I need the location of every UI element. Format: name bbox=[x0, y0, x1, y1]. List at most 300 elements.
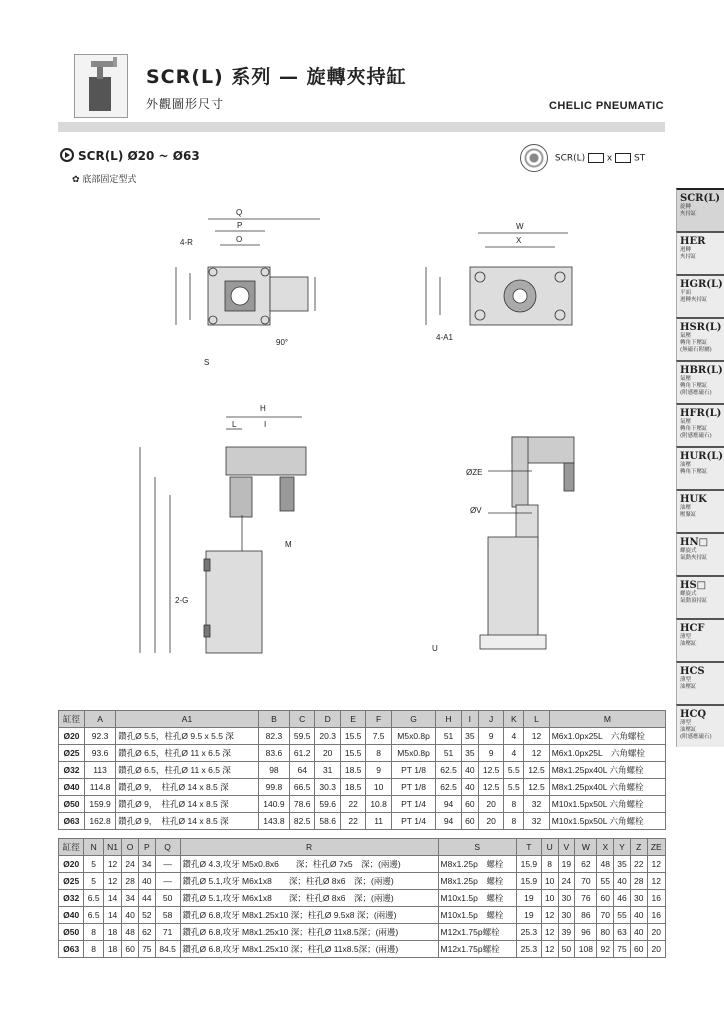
svg-text:H: H bbox=[260, 404, 266, 413]
table-cell: 12 bbox=[541, 924, 558, 941]
sidebar-item-code: HGR(L) bbox=[680, 279, 723, 290]
sidebar-item[interactable] bbox=[676, 661, 724, 704]
table-cell: 6.5 bbox=[84, 890, 103, 907]
table-cell: 25.3 bbox=[516, 924, 541, 941]
table-cell: Ø25 bbox=[59, 745, 85, 762]
table-cell: 11 bbox=[366, 813, 391, 830]
table-row bbox=[59, 813, 666, 830]
column-header: Q bbox=[155, 839, 180, 856]
table-header-row bbox=[59, 711, 666, 728]
mount-type-text: 底部固定型式 bbox=[82, 175, 137, 185]
table-cell: 24 bbox=[558, 873, 575, 890]
table-cell: 92.3 bbox=[85, 728, 116, 745]
column-header: S bbox=[438, 839, 516, 856]
sidebar-item-desc: 氣壓 轉角下壓缸 (附感應磁石) bbox=[680, 419, 712, 439]
side-view-right-labels bbox=[432, 468, 482, 653]
sidebar-item-desc: 油壓 壓緊缸 bbox=[680, 505, 697, 518]
table-cell: 70 bbox=[597, 907, 614, 924]
table-cell: 159.9 bbox=[85, 796, 116, 813]
table-cell: 鑽孔Ø 6.5，柱孔Ø 11 x 6.5 深 bbox=[116, 745, 259, 762]
column-header: 缸徑 bbox=[59, 711, 85, 728]
table-cell: 60 bbox=[597, 890, 614, 907]
table-cell: M6x1.0px25L 六角螺栓 bbox=[549, 728, 665, 745]
table-cell: 143.8 bbox=[258, 813, 289, 830]
sidebar-item-desc: 氣壓 轉角下壓缸 (附感應磁石) bbox=[680, 376, 712, 396]
table-cell: M8x1.25p 螺栓 bbox=[438, 856, 516, 873]
table-cell: 48 bbox=[122, 924, 139, 941]
svg-text:ØV: ØV bbox=[470, 506, 482, 515]
column-header: E bbox=[340, 711, 365, 728]
svg-text:P: P bbox=[237, 221, 243, 230]
table-cell: 16 bbox=[647, 907, 665, 924]
table-cell: — bbox=[155, 856, 180, 873]
table-cell: 8 bbox=[84, 924, 103, 941]
sidebar-item[interactable] bbox=[676, 317, 724, 360]
svg-text:W: W bbox=[516, 222, 524, 231]
table-cell: 52 bbox=[138, 907, 155, 924]
table-cell: 7.5 bbox=[366, 728, 391, 745]
svg-text:4-A1: 4-A1 bbox=[436, 333, 453, 342]
svg-text:L: L bbox=[232, 420, 237, 429]
table-cell: 鑽孔Ø 5.1,攻牙 M6x1x8 深；柱孔Ø 8x6 深；(兩邊) bbox=[180, 873, 438, 890]
table-cell: M8x1.25p 螺栓 bbox=[438, 873, 516, 890]
table-cell: 鑽孔Ø 4.3,攻牙 M5x0.8x6 深；柱孔Ø 7x5 深；(兩邊) bbox=[180, 856, 438, 873]
table-cell: 鑽孔Ø 5.5，柱孔Ø 9.5 x 5.5 深 bbox=[116, 728, 259, 745]
table-cell: 40 bbox=[461, 762, 478, 779]
table-row bbox=[59, 856, 666, 873]
column-header: P bbox=[138, 839, 155, 856]
table-cell: 4 bbox=[504, 728, 524, 745]
sidebar-item-desc: 薄型 油壓缸 bbox=[680, 634, 697, 647]
dimension-table-2 bbox=[58, 838, 666, 958]
table-cell: Ø50 bbox=[59, 924, 84, 941]
sidebar-item-desc: 薄型 油壓缸 bbox=[680, 677, 697, 690]
table-cell: 鑽孔Ø 6.5，柱孔Ø 11 x 6.5 深 bbox=[116, 762, 259, 779]
column-header: J bbox=[478, 711, 503, 728]
column-header: V bbox=[558, 839, 575, 856]
table-cell: 10 bbox=[366, 779, 391, 796]
svg-text:M: M bbox=[285, 540, 292, 549]
svg-text:I: I bbox=[264, 420, 267, 429]
sidebar-item-code: HS□ bbox=[680, 580, 707, 591]
table-cell: 58 bbox=[155, 907, 180, 924]
table-cell: 8 bbox=[541, 856, 558, 873]
top-view-right bbox=[426, 233, 572, 325]
product-thumbnail bbox=[74, 54, 128, 118]
sidebar-item-code: HCF bbox=[680, 623, 705, 634]
play-circle-icon bbox=[60, 148, 74, 162]
table-cell: 10.8 bbox=[366, 796, 391, 813]
sidebar-item[interactable] bbox=[676, 231, 724, 274]
sidebar-item[interactable] bbox=[676, 403, 724, 446]
header-divider bbox=[58, 122, 665, 132]
table-cell: 12.5 bbox=[478, 779, 503, 796]
table-cell: 59.5 bbox=[289, 728, 314, 745]
sidebar-item-desc: 迴轉 夾持缸 bbox=[680, 247, 697, 260]
table-cell: 8 bbox=[84, 941, 103, 958]
table-cell: 18.5 bbox=[340, 762, 365, 779]
table-cell: 5.5 bbox=[504, 779, 524, 796]
table-cell: 40 bbox=[122, 907, 139, 924]
sidebar-item-code: SCR(L) bbox=[680, 193, 720, 204]
table-cell: 鑽孔Ø 6.8,攻牙 M8x1.25x10 深；柱孔Ø 9.5x8 深；(兩邊) bbox=[180, 907, 438, 924]
table-cell: 4 bbox=[504, 745, 524, 762]
table-cell: Ø50 bbox=[59, 796, 85, 813]
table-cell: 22 bbox=[340, 813, 365, 830]
svg-text:ØZE: ØZE bbox=[466, 468, 483, 477]
table-cell: 86 bbox=[575, 907, 597, 924]
sidebar bbox=[676, 188, 724, 747]
table-cell: 鑽孔Ø 9， 柱孔Ø 14 x 8.5 深 bbox=[116, 813, 259, 830]
table-cell: 8 bbox=[504, 796, 524, 813]
table-cell: 80 bbox=[597, 924, 614, 941]
table-cell: 5.5 bbox=[504, 762, 524, 779]
model-code-prefix: SCR(L) bbox=[554, 153, 586, 164]
table-cell: 鑽孔Ø 9， 柱孔Ø 14 x 8.5 深 bbox=[116, 796, 259, 813]
table-cell: 9 bbox=[478, 745, 503, 762]
table-cell: 40 bbox=[630, 924, 647, 941]
table-cell: 40 bbox=[614, 873, 631, 890]
table-cell: 60 bbox=[122, 941, 139, 958]
table-row bbox=[59, 728, 666, 745]
table-cell: 10 bbox=[541, 890, 558, 907]
sidebar-item[interactable] bbox=[676, 704, 724, 747]
table-cell: 19 bbox=[558, 856, 575, 873]
table-cell: — bbox=[155, 873, 180, 890]
table-cell: 12 bbox=[524, 728, 549, 745]
table-cell: 12 bbox=[103, 856, 121, 873]
column-header: B bbox=[258, 711, 289, 728]
column-header: N bbox=[84, 839, 103, 856]
table-cell: 8 bbox=[366, 745, 391, 762]
svg-text:Q: Q bbox=[236, 208, 243, 217]
table-cell: 18.5 bbox=[340, 779, 365, 796]
table-cell: 19 bbox=[516, 890, 541, 907]
table-cell: 62.5 bbox=[436, 762, 461, 779]
table-cell: 20 bbox=[478, 813, 503, 830]
table-cell: 22 bbox=[340, 796, 365, 813]
table-cell: 63 bbox=[614, 924, 631, 941]
column-header: ZE bbox=[647, 839, 665, 856]
column-header: T bbox=[516, 839, 541, 856]
table-cell: 94 bbox=[436, 813, 461, 830]
table-cell: M5x0.8p bbox=[391, 728, 435, 745]
sidebar-item[interactable] bbox=[676, 360, 724, 403]
brand-name: CHELIC PNEUMATIC bbox=[549, 100, 664, 112]
table-cell: 30.3 bbox=[315, 779, 340, 796]
sidebar-item[interactable] bbox=[676, 446, 724, 489]
table-cell: 40 bbox=[138, 873, 155, 890]
table-cell: 61.2 bbox=[289, 745, 314, 762]
table-cell: 9 bbox=[366, 762, 391, 779]
table-cell: M8x1.25px40L 六角螺栓 bbox=[549, 779, 665, 796]
sidebar-item-desc: 薄型 油壓缸 (附感應磁石) bbox=[680, 720, 712, 740]
table-cell: 51 bbox=[436, 728, 461, 745]
sidebar-item[interactable] bbox=[676, 532, 724, 575]
table-row bbox=[59, 779, 666, 796]
table-cell: 113 bbox=[85, 762, 116, 779]
mount-type-label bbox=[72, 172, 136, 185]
table-cell: 16 bbox=[647, 890, 665, 907]
table-cell: 22 bbox=[630, 856, 647, 873]
table-cell: 15.9 bbox=[516, 873, 541, 890]
table-cell: PT 1/8 bbox=[391, 762, 435, 779]
table-cell: 39 bbox=[558, 924, 575, 941]
table-cell: 28 bbox=[630, 873, 647, 890]
table-cell: 24 bbox=[122, 856, 139, 873]
column-header: D bbox=[315, 711, 340, 728]
table-cell: 35 bbox=[614, 856, 631, 873]
column-header: K bbox=[504, 711, 524, 728]
column-header: U bbox=[541, 839, 558, 856]
table-cell: 64 bbox=[289, 762, 314, 779]
table-cell: 鑽孔Ø 5.1,攻牙 M6x1x8 深；柱孔Ø 8x6 深；(兩邊) bbox=[180, 890, 438, 907]
table-cell: 60 bbox=[630, 941, 647, 958]
table-cell: 75 bbox=[614, 941, 631, 958]
column-header: X bbox=[597, 839, 614, 856]
table-cell: 20 bbox=[647, 941, 665, 958]
column-header: R bbox=[180, 839, 438, 856]
table-cell: 94 bbox=[436, 796, 461, 813]
table-cell: 19 bbox=[516, 907, 541, 924]
table-cell: 8 bbox=[504, 813, 524, 830]
table-cell: 30 bbox=[558, 907, 575, 924]
table-cell: Ø32 bbox=[59, 890, 84, 907]
table-cell: 20 bbox=[647, 924, 665, 941]
side-view-right bbox=[480, 437, 574, 649]
sidebar-item-code: HUR(L) bbox=[680, 451, 723, 462]
table-cell: 40 bbox=[461, 779, 478, 796]
table-cell: M6x1.0px25L 六角螺栓 bbox=[549, 745, 665, 762]
sidebar-item-desc: 氣壓 轉角下壓缸 (無磁石附屬) bbox=[680, 333, 712, 353]
column-header: W bbox=[575, 839, 597, 856]
page-subtitle: 外觀圖形尺寸 bbox=[146, 97, 225, 111]
table-cell: 12 bbox=[541, 941, 558, 958]
column-header: A bbox=[85, 711, 116, 728]
column-header: H bbox=[436, 711, 461, 728]
table-cell: PT 1/4 bbox=[391, 813, 435, 830]
table-cell: 12 bbox=[541, 907, 558, 924]
table-cell: 62 bbox=[575, 856, 597, 873]
column-header: N1 bbox=[103, 839, 121, 856]
table-cell: Ø20 bbox=[59, 728, 85, 745]
model-code-sep: x bbox=[606, 153, 613, 164]
table-cell: 40 bbox=[630, 907, 647, 924]
sidebar-item[interactable] bbox=[676, 489, 724, 532]
sidebar-item-desc: 油壓 轉角下壓缸 bbox=[680, 462, 708, 475]
svg-text:2-G: 2-G bbox=[175, 596, 189, 605]
column-header: O bbox=[122, 839, 139, 856]
column-header: A1 bbox=[116, 711, 259, 728]
blank-box bbox=[615, 153, 631, 163]
svg-text:X: X bbox=[516, 236, 522, 245]
blank-box bbox=[588, 153, 604, 163]
table-cell: Ø20 bbox=[59, 856, 84, 873]
table-cell: 76 bbox=[575, 890, 597, 907]
table-cell: 82.5 bbox=[289, 813, 314, 830]
table-cell: 12 bbox=[524, 745, 549, 762]
table-cell: PT 1/8 bbox=[391, 779, 435, 796]
table-cell: 12.5 bbox=[478, 762, 503, 779]
table-row bbox=[59, 745, 666, 762]
table-cell: 12 bbox=[647, 856, 665, 873]
table-cell: 9 bbox=[478, 728, 503, 745]
table-cell: 62.5 bbox=[436, 779, 461, 796]
table-cell: 75 bbox=[138, 941, 155, 958]
table-cell: Ø25 bbox=[59, 873, 84, 890]
column-header: Z bbox=[630, 839, 647, 856]
table-row bbox=[59, 924, 666, 941]
table-cell: 71 bbox=[155, 924, 180, 941]
table-cell: 25.3 bbox=[516, 941, 541, 958]
table-cell: 35 bbox=[461, 745, 478, 762]
table-cell: 14 bbox=[103, 890, 121, 907]
sidebar-item[interactable] bbox=[676, 618, 724, 661]
table-cell: 30 bbox=[558, 890, 575, 907]
table-cell: 51 bbox=[436, 745, 461, 762]
table-cell: 62 bbox=[138, 924, 155, 941]
table-cell: 70 bbox=[575, 873, 597, 890]
table-cell: 50 bbox=[558, 941, 575, 958]
table-cell: 55 bbox=[614, 907, 631, 924]
table-cell: Ø40 bbox=[59, 907, 84, 924]
table-cell: Ø63 bbox=[59, 813, 85, 830]
table-cell: 34 bbox=[122, 890, 139, 907]
table-cell: 58.6 bbox=[315, 813, 340, 830]
sidebar-item-code: HFR(L) bbox=[680, 408, 722, 419]
table-cell: 92 bbox=[597, 941, 614, 958]
table-cell: 96 bbox=[575, 924, 597, 941]
table-cell: 12 bbox=[647, 873, 665, 890]
column-header: L bbox=[524, 711, 549, 728]
table-cell: 93.6 bbox=[85, 745, 116, 762]
table-row bbox=[59, 873, 666, 890]
table-cell: 83.6 bbox=[258, 745, 289, 762]
table-cell: 55 bbox=[597, 873, 614, 890]
table-cell: 15.9 bbox=[516, 856, 541, 873]
column-header: C bbox=[289, 711, 314, 728]
sidebar-item-desc: 螺旋式 氣動頂持缸 bbox=[680, 591, 708, 604]
table-cell: 98 bbox=[258, 762, 289, 779]
table-row bbox=[59, 762, 666, 779]
table-cell: 60 bbox=[461, 796, 478, 813]
table-cell: 60 bbox=[461, 813, 478, 830]
table-cell: 44 bbox=[138, 890, 155, 907]
table-cell: 82.3 bbox=[258, 728, 289, 745]
table-cell: 28 bbox=[122, 873, 139, 890]
sidebar-item-code: HCS bbox=[680, 666, 705, 677]
svg-text:S: S bbox=[204, 358, 210, 367]
model-code bbox=[520, 144, 645, 172]
table-cell: 35 bbox=[461, 728, 478, 745]
sidebar-item-code: HBR(L) bbox=[680, 365, 723, 376]
svg-text:90°: 90° bbox=[276, 338, 289, 347]
table-cell: 5 bbox=[84, 873, 103, 890]
table-cell: 99.8 bbox=[258, 779, 289, 796]
table-cell: M10x1.5px50L 六角螺栓 bbox=[549, 813, 665, 830]
table-row bbox=[59, 907, 666, 924]
table-cell: 50 bbox=[155, 890, 180, 907]
column-header: M bbox=[549, 711, 665, 728]
table-cell: 32 bbox=[524, 813, 549, 830]
table-cell: 18 bbox=[103, 941, 121, 958]
table-cell: 鑽孔Ø 6.8,攻牙 M8x1.25x10 深；柱孔Ø 11x8.5深；(兩邊) bbox=[180, 924, 438, 941]
svg-text:U: U bbox=[432, 644, 438, 653]
table-cell: 15.5 bbox=[340, 728, 365, 745]
table-cell: Ø40 bbox=[59, 779, 85, 796]
table-cell: 鑽孔Ø 6.8,攻牙 M8x1.25x10 深；柱孔Ø 11x8.5深；(兩邊) bbox=[180, 941, 438, 958]
table-cell: Ø32 bbox=[59, 762, 85, 779]
table-cell: M8x1.25px40L 六角螺栓 bbox=[549, 762, 665, 779]
column-header: F bbox=[366, 711, 391, 728]
table-cell: 31 bbox=[315, 762, 340, 779]
sidebar-item-code: HN□ bbox=[680, 537, 709, 548]
sidebar-item[interactable] bbox=[676, 274, 724, 317]
table-cell: 5 bbox=[84, 856, 103, 873]
table-cell: PT 1/4 bbox=[391, 796, 435, 813]
svg-text:4-R: 4-R bbox=[180, 238, 193, 247]
sidebar-item-code: HER bbox=[680, 236, 706, 247]
table-cell: 78.6 bbox=[289, 796, 314, 813]
top-view-left bbox=[176, 219, 320, 325]
sidebar-item[interactable] bbox=[676, 188, 724, 231]
column-header: 缸徑 bbox=[59, 839, 84, 856]
dimension-drawing bbox=[80, 195, 670, 690]
sidebar-item-code: HUK bbox=[680, 494, 707, 505]
table-cell: 30 bbox=[630, 890, 647, 907]
sidebar-item-desc: 平面 迴轉夾持缸 bbox=[680, 290, 708, 303]
side-view-left bbox=[140, 417, 306, 653]
column-header: Y bbox=[614, 839, 631, 856]
table-cell: M5x0.8p bbox=[391, 745, 435, 762]
table-cell: 32 bbox=[524, 796, 549, 813]
column-header: G bbox=[391, 711, 435, 728]
table-cell: 鑽孔Ø 9， 柱孔Ø 14 x 8.5 深 bbox=[116, 779, 259, 796]
column-header: I bbox=[461, 711, 478, 728]
table-cell: 84.5 bbox=[155, 941, 180, 958]
table-cell: 20.3 bbox=[315, 728, 340, 745]
sidebar-item-desc: 旋轉 夾持缸 bbox=[680, 204, 697, 217]
table-cell: 12.5 bbox=[524, 762, 549, 779]
sidebar-item-code: HSR(L) bbox=[680, 322, 722, 333]
sidebar-item-code: HCQ bbox=[680, 709, 707, 720]
table-cell: 20 bbox=[478, 796, 503, 813]
table-cell: 6.5 bbox=[84, 907, 103, 924]
table-cell: 20 bbox=[315, 745, 340, 762]
table-cell: 162.8 bbox=[85, 813, 116, 830]
table-header-row bbox=[59, 839, 666, 856]
table-cell: 15.5 bbox=[340, 745, 365, 762]
table-cell: M12x1.75p螺栓 bbox=[438, 941, 516, 958]
table-cell: 34 bbox=[138, 856, 155, 873]
model-code-suffix: ST bbox=[634, 153, 646, 164]
svg-text:O: O bbox=[236, 235, 243, 244]
sidebar-item[interactable] bbox=[676, 575, 724, 618]
dimension-table-1 bbox=[58, 710, 666, 830]
table-cell: 48 bbox=[597, 856, 614, 873]
page-title: SCR(L) 系列 — 旋轉夾持缸 bbox=[146, 66, 407, 88]
table-cell: M10x1.5p 螺栓 bbox=[438, 907, 516, 924]
table-cell: 12 bbox=[103, 873, 121, 890]
sidebar-item-desc: 螺旋式 氣動夾持缸 bbox=[680, 548, 708, 561]
table-row bbox=[59, 941, 666, 958]
table-cell: 59.6 bbox=[315, 796, 340, 813]
table-cell: M12x1.75p螺栓 bbox=[438, 924, 516, 941]
table-cell: 12.5 bbox=[524, 779, 549, 796]
table-cell: 140.9 bbox=[258, 796, 289, 813]
section-heading bbox=[60, 148, 200, 163]
chelic-logo-icon bbox=[520, 144, 548, 172]
